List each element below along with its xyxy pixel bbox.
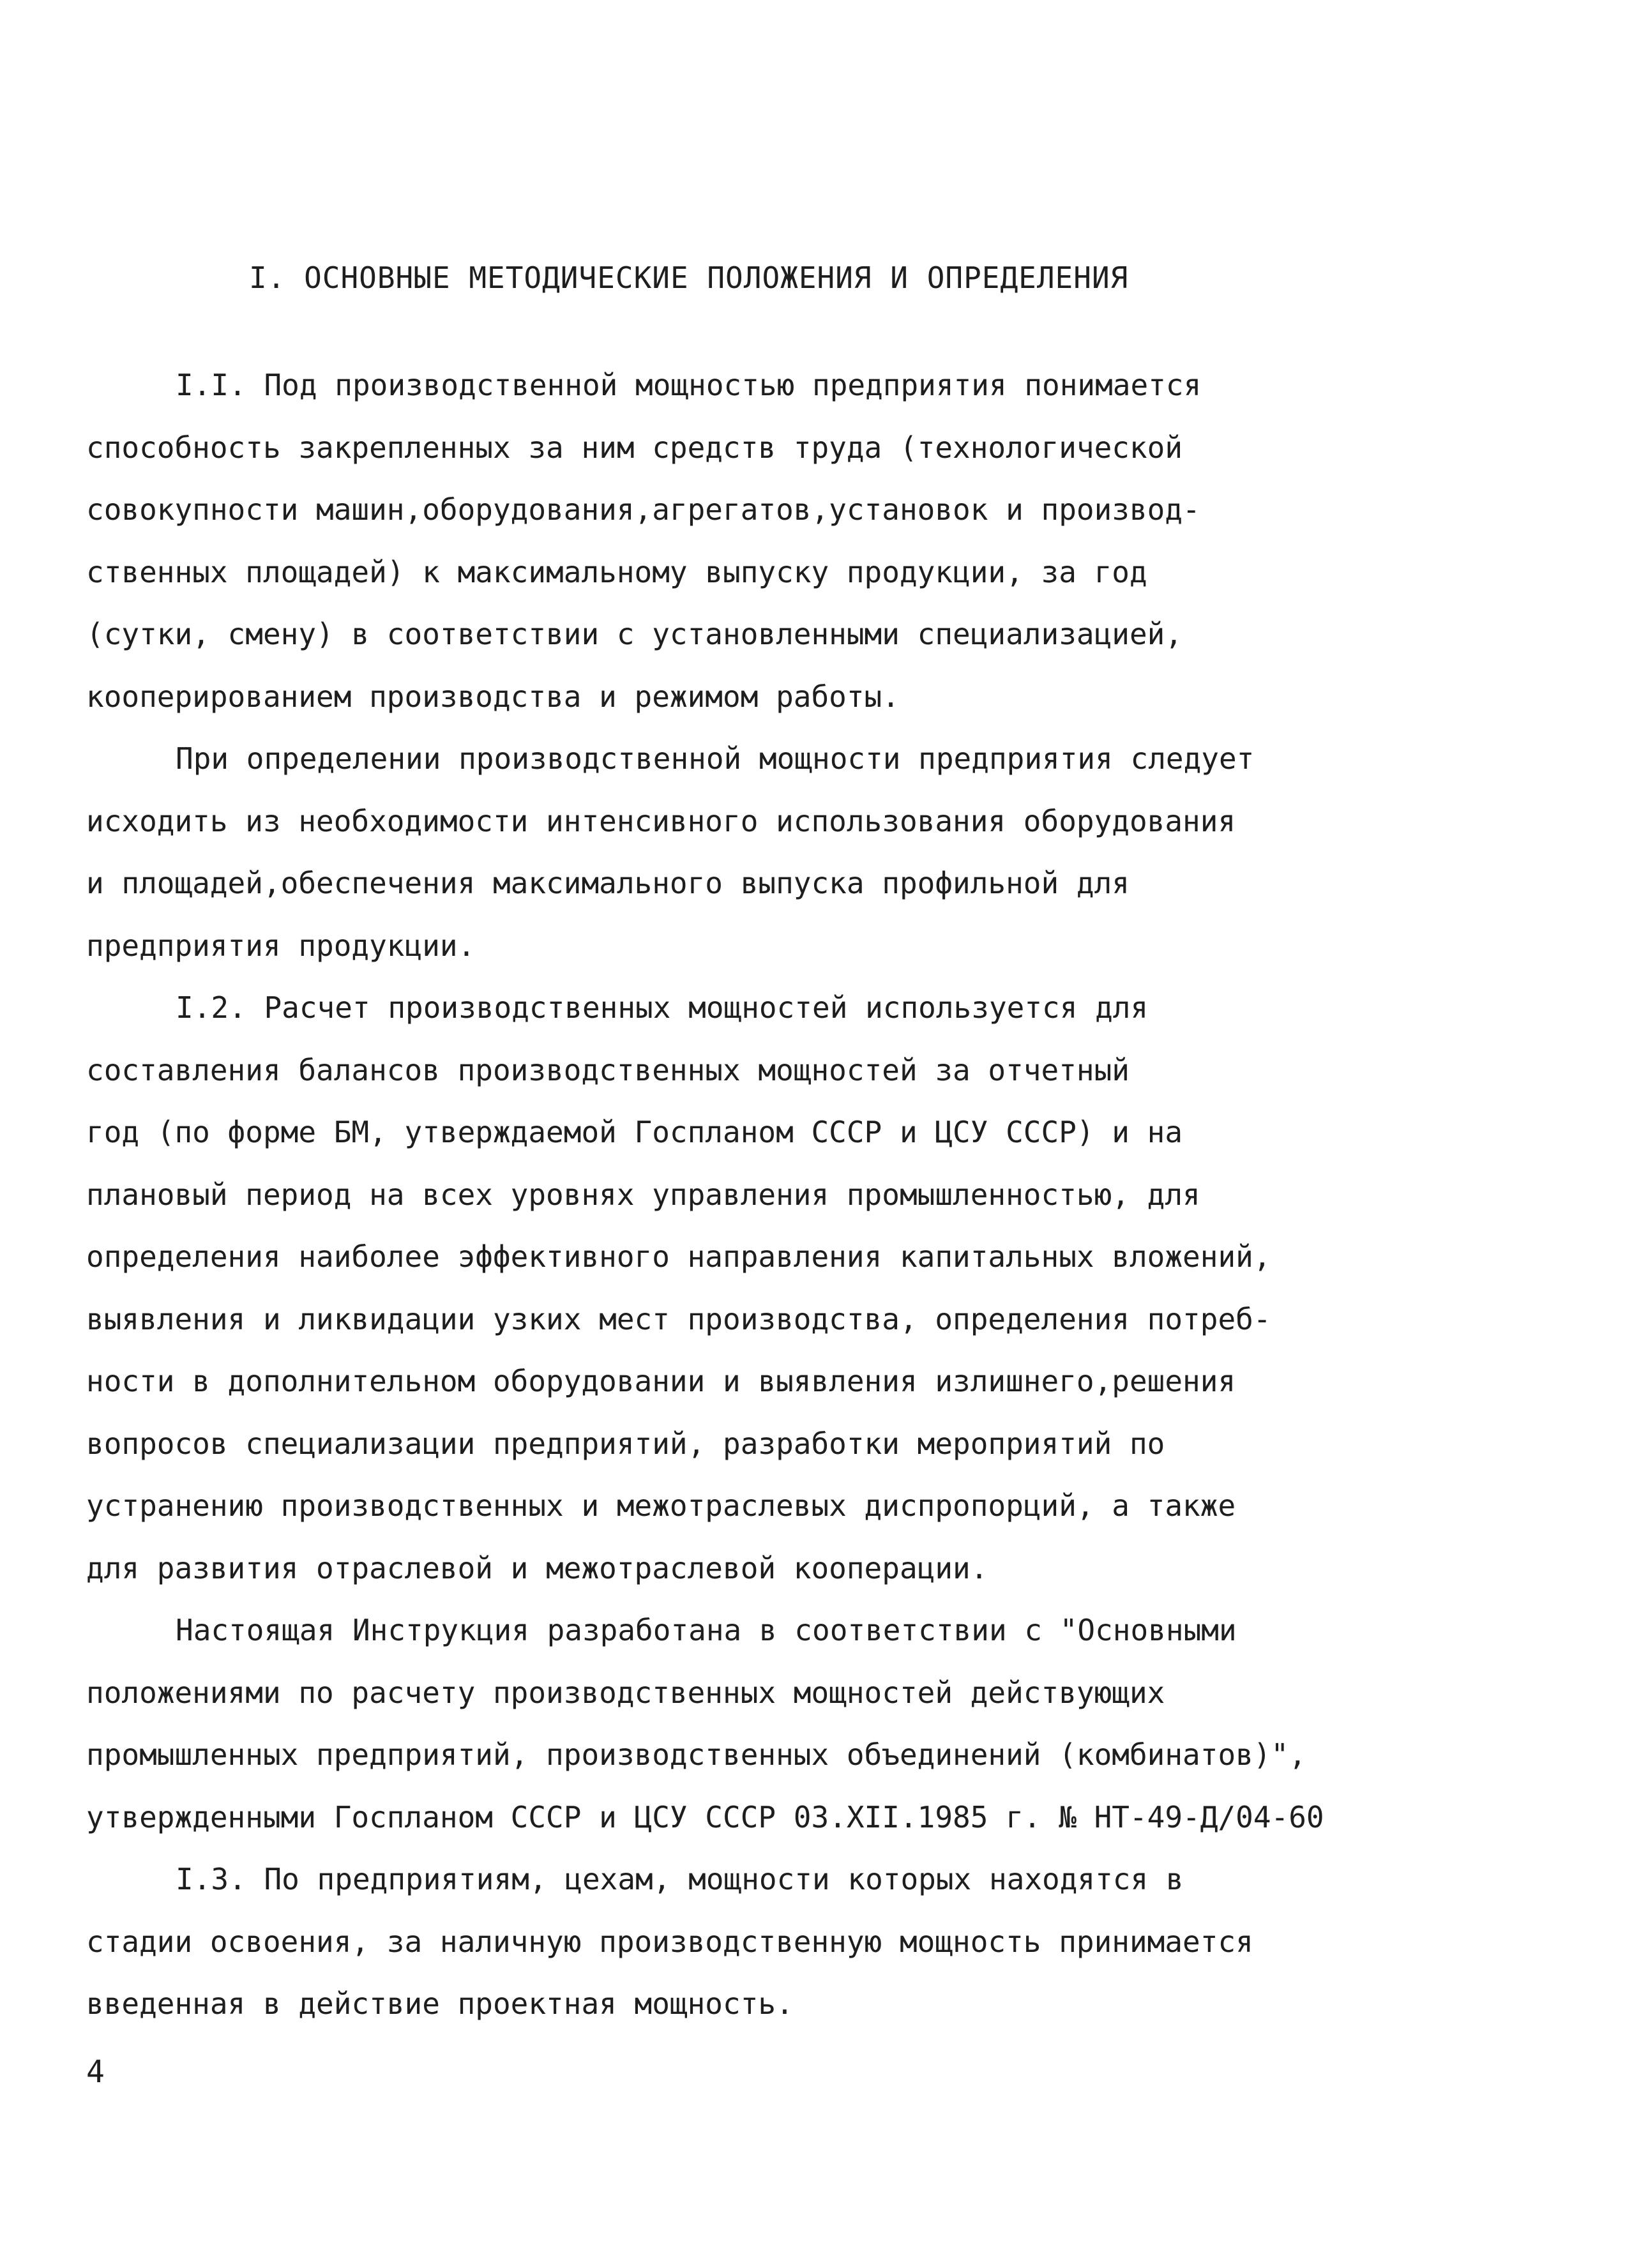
section-heading: I. ОСНОВНЫЕ МЕТОДИЧЕСКИЕ ПОЛОЖЕНИЯ И ОПРЕДЕЛЕНИЯ bbox=[249, 261, 1129, 295]
text-line: кооперированием производства и режимом работы. bbox=[86, 679, 900, 714]
text-line: для развития отраслевой и межотраслевой кооперации. bbox=[86, 1550, 988, 1585]
text-line: утвержденными Госпланом СССР и ЦСУ СССР 03.XII.1985 г. № НТ-49-Д/04-60 bbox=[86, 1799, 1324, 1834]
text-line: плановый период на всех уровнях управления промышленностью, для bbox=[86, 1177, 1200, 1212]
text-line: вопросов специализации предприятий, разработки мероприятий по bbox=[86, 1426, 1165, 1461]
body-text bbox=[86, 354, 1376, 2036]
text-line: исходить из необходимости интенсивного использования оборудования bbox=[86, 803, 1236, 838]
text-line: положениями по расчету производственных мощностей действующих bbox=[86, 1675, 1165, 1710]
text-line: ственных площадей) к максимальному выпуску продукции, за год bbox=[86, 554, 1147, 589]
text-line: I.3. По предприятиям, цехам, мощности которых находятся в bbox=[176, 1862, 1184, 1896]
text-line: введенная в действие проектная мощность. bbox=[86, 1986, 794, 2021]
text-line: устранению производственных и межотраслевых диспропорций, а также bbox=[86, 1488, 1236, 1523]
text-line: I.I. Под производственной мощностью предприятия понимается bbox=[176, 368, 1202, 402]
text-line: выявления и ликвидации узких мест производства, определения потреб- bbox=[86, 1301, 1271, 1336]
text-line: и площадей,обеспечения максимального выпуска профильной для bbox=[86, 866, 1130, 900]
text-line: предприятия продукции. bbox=[86, 928, 476, 963]
text-line: стадии освоения, за наличную производственную мощность принимается bbox=[86, 1924, 1253, 1959]
text-line: При определении производственной мощности предприятия следует bbox=[176, 741, 1255, 776]
page-number: 4 bbox=[86, 2054, 105, 2090]
text-line: год (по форме БМ, утверждаемой Госпланом СССР и ЦСУ СССР) и на bbox=[86, 1115, 1183, 1149]
text-line: I.2. Расчет производственных мощностей используется для bbox=[176, 990, 1149, 1025]
text-line: Настоящая Инструкция разработана в соответствии с "Основными bbox=[176, 1613, 1237, 1647]
text-line: определения наиболее эффективного направления капитальных вложений, bbox=[86, 1239, 1271, 1274]
text-line: способность закрепленных за ним средств труда (технологической bbox=[86, 430, 1183, 465]
text-line: промышленных предприятий, производственных объединений (комбинатов)", bbox=[86, 1737, 1306, 1772]
text-line: совокупности машин,оборудования,агрегатов,установок и производ- bbox=[86, 492, 1200, 527]
text-line: составления балансов производственных мощностей за отчетный bbox=[86, 1052, 1130, 1087]
text-line: ности в дополнительном оборудовании и выявления излишнего,решения bbox=[86, 1364, 1236, 1398]
text-line: (сутки, смену) в соответствии с установленными специализацией, bbox=[86, 617, 1183, 651]
